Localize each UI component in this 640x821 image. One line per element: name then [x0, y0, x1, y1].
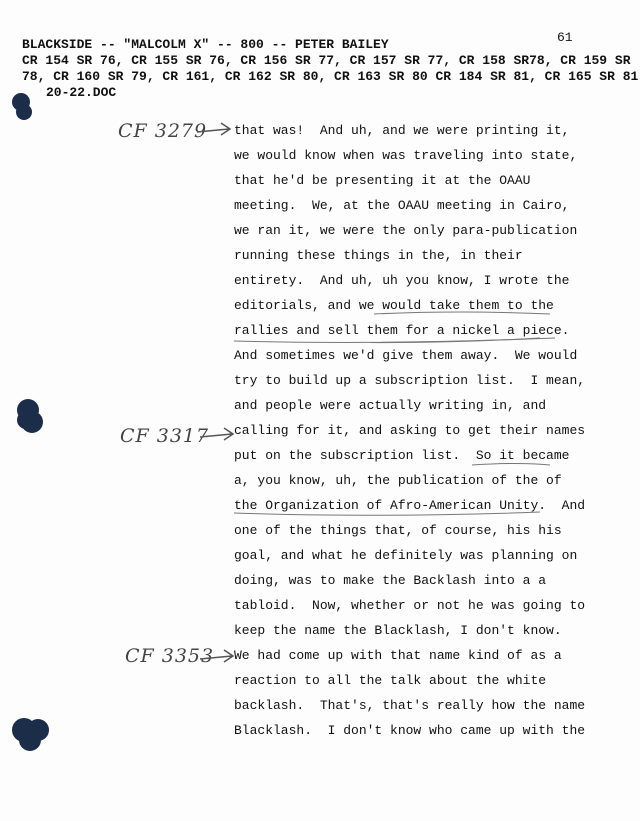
margin-note-3: CF 3353 — [125, 645, 215, 667]
transcript-line: that he'd be presenting it at the OAAU — [234, 173, 531, 188]
header-line-4: 20-22.DOC — [46, 85, 117, 100]
arrow-icon — [198, 425, 238, 445]
transcript-line: the Organization of Afro-American Unity. And — [234, 498, 586, 513]
transcript-body — [234, 118, 614, 743]
arrow-icon — [198, 647, 238, 667]
transcript-line: tabloid. Now, whether or not he was going to — [234, 598, 586, 613]
page-number: 61 — [557, 30, 573, 45]
transcript-line: meeting. We, at the OAAU meeting in Cairo, — [234, 198, 570, 213]
transcript-line: editorials, and we would take them to the — [234, 298, 554, 313]
transcript-line: rallies and sell them for a nickel a piece. — [234, 323, 570, 338]
transcript-line: backlash. That's, that's really how the name — [234, 698, 586, 713]
transcript-line: we would know when was traveling into state, — [234, 148, 578, 163]
header-line-2: CR 154 SR 76, CR 155 SR 76, CR 156 SR 77, CR 157 SR 77, CR 158 SR78, CR 159 SR — [22, 53, 631, 68]
transcript-line: calling for it, and asking to get their names — [234, 423, 586, 438]
header-line-3: 78, CR 160 SR 79, CR 161, CR 162 SR 80, CR 163 SR 80 CR 184 SR 81, CR 165 SR 81 — [22, 69, 639, 84]
transcript-line: that was! And uh, and we were printing it, — [234, 123, 570, 138]
transcript-line: And sometimes we'd give them away. We would — [234, 348, 578, 363]
binder-hole-top — [8, 88, 48, 128]
transcript-line: doing, was to make the Backlash into a a — [234, 573, 547, 588]
transcript-line: a, you know, uh, the publication of the of — [234, 473, 562, 488]
margin-note-1: CF 3279 — [118, 120, 208, 142]
transcript-line: keep the name the Blacklash, I don't know. — [234, 623, 562, 638]
binder-hole-bottom — [6, 710, 56, 756]
header-line-1: BLACKSIDE -- "MALCOLM X" -- 800 -- PETER BAILEY — [22, 37, 389, 52]
binder-hole-middle — [8, 392, 58, 442]
transcript-line: put on the subscription list. So it became — [234, 448, 570, 463]
transcript-line: goal, and what he definitely was planning on — [234, 548, 578, 563]
margin-note-2: CF 3317 — [120, 425, 210, 447]
transcript-line: We had come up with that name kind of as a — [234, 648, 562, 663]
transcript-line: and people were actually writing in, and — [234, 398, 547, 413]
transcript-line: one of the things that, of course, his his — [234, 523, 562, 538]
transcript-line: try to build up a subscription list. I mean, — [234, 373, 586, 388]
transcript-line: entirety. And uh, uh you know, I wrote the — [234, 273, 570, 288]
arrow-icon — [195, 120, 235, 140]
transcript-line: we ran it, we were the only para-publication — [234, 223, 578, 238]
transcript-line: Blacklash. I don't know who came up with the — [234, 723, 586, 738]
transcript-line: running these things in the, in their — [234, 248, 523, 263]
transcript-line: reaction to all the talk about the white — [234, 673, 547, 688]
